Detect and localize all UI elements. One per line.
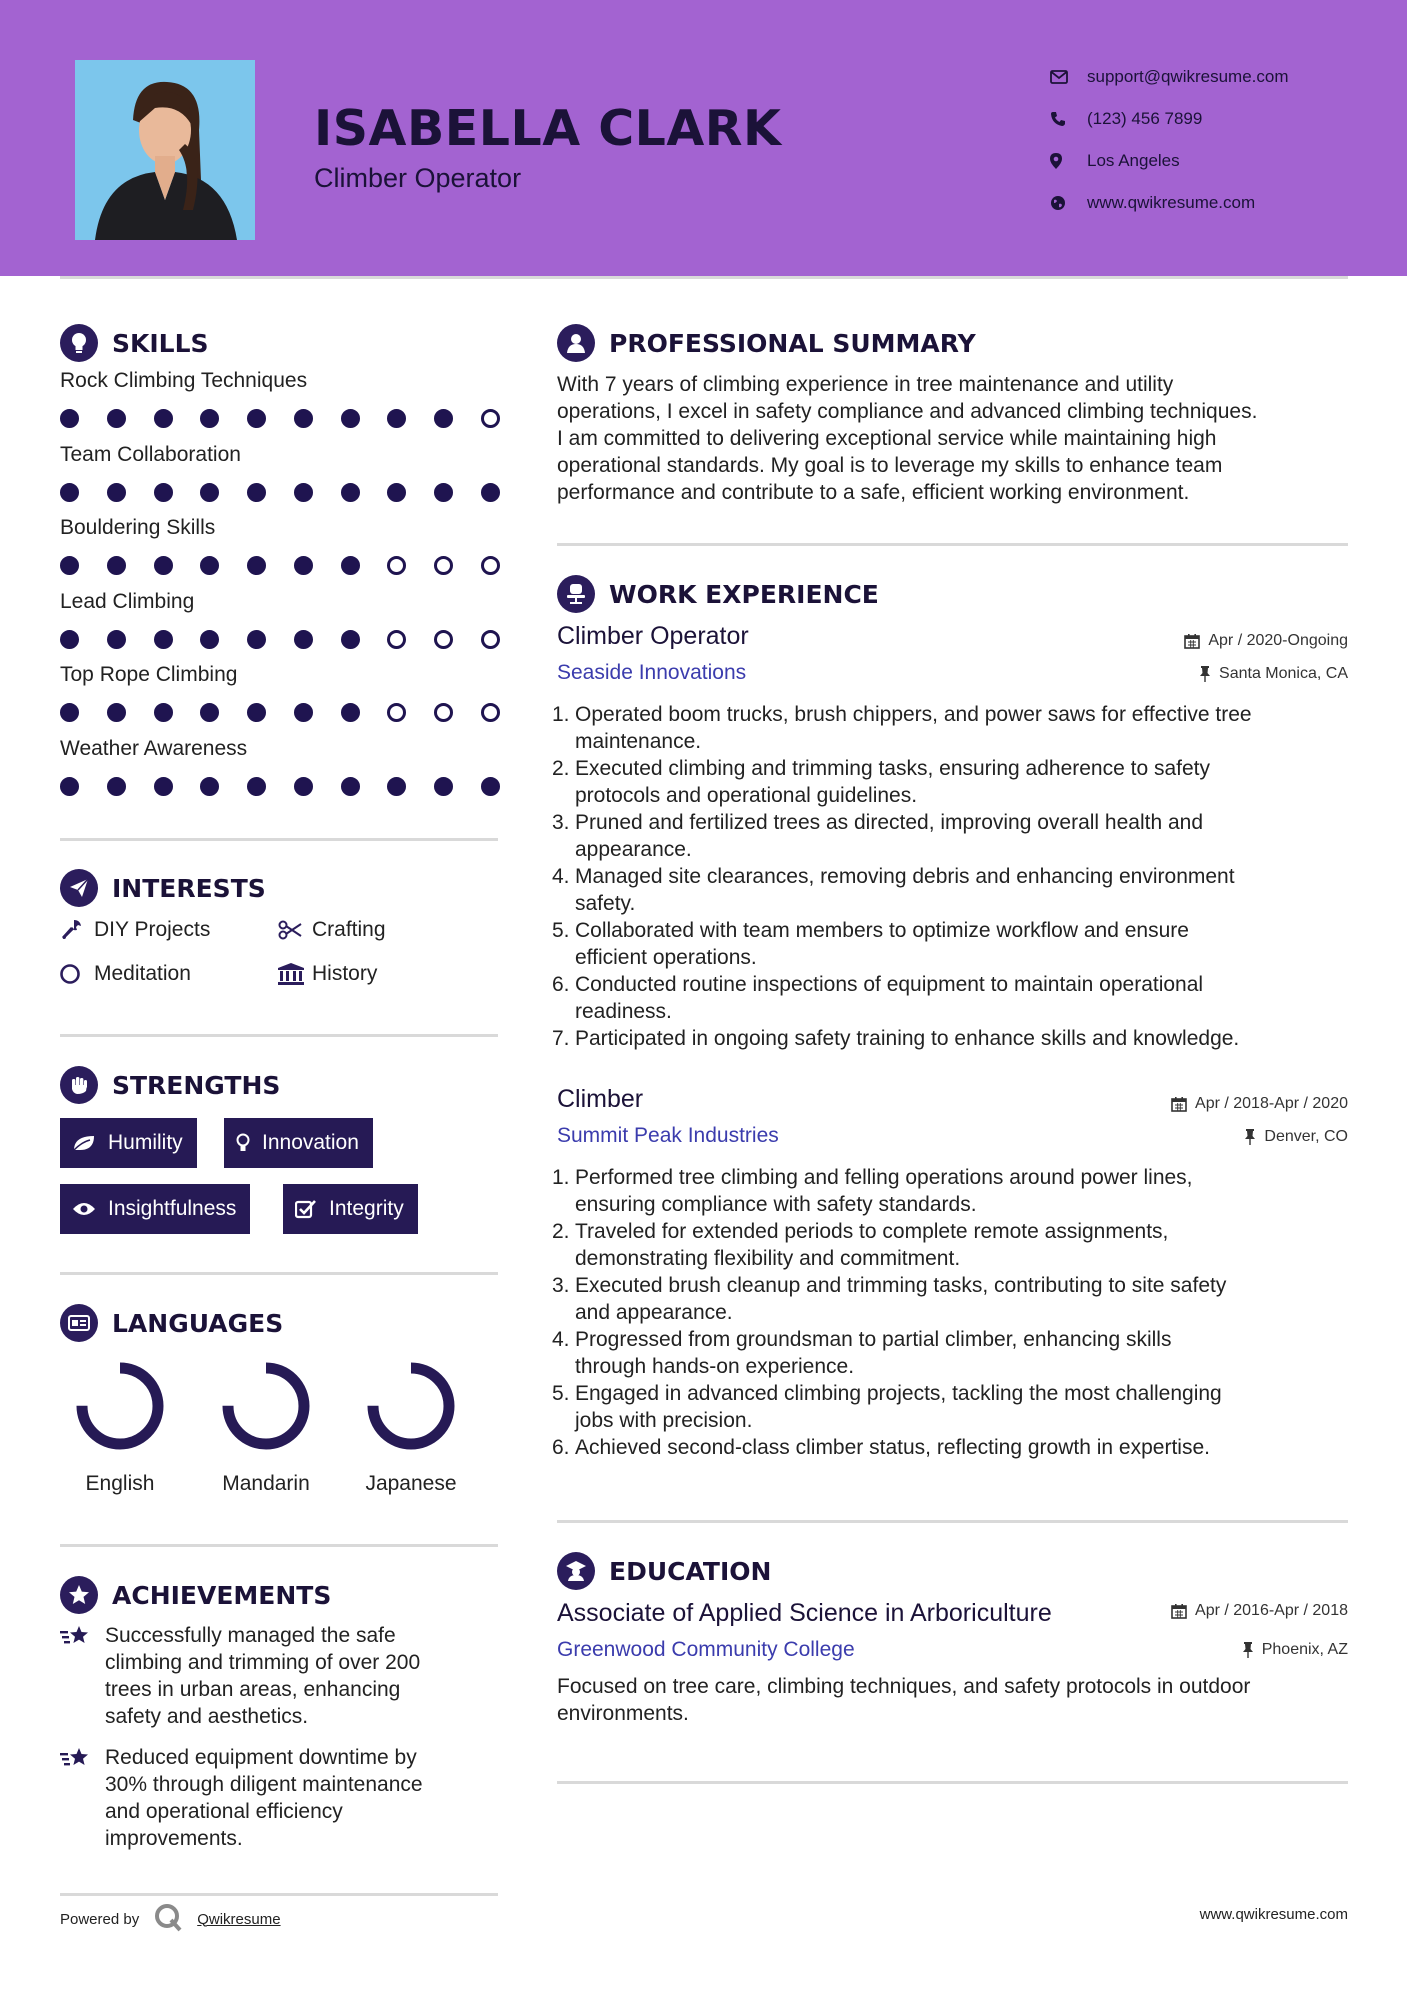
language-name: Mandarin (222, 1472, 310, 1495)
calendar-icon (1171, 1603, 1187, 1619)
calendar-icon (1171, 1096, 1187, 1112)
contact-email-text: support@qwikresume.com (1087, 67, 1289, 86)
rating-dot-filled (154, 409, 173, 428)
rating-dot-empty (481, 409, 500, 428)
job-company: Summit Peak Industries (557, 1124, 779, 1147)
calendar-icon (1184, 633, 1200, 649)
achievement-line: climbing and trimming of over 200 (105, 1651, 421, 1674)
contact-list (1050, 56, 1380, 224)
rating-dot-filled (247, 630, 266, 649)
strengths-title: STRENGTHS (112, 1070, 281, 1100)
language-level-arc (373, 1368, 449, 1444)
strength-label: Innovation (262, 1131, 359, 1154)
rating-dot-filled (60, 556, 79, 575)
skill-rating (60, 703, 500, 722)
language-level-arc (82, 1368, 158, 1444)
rating-dot-filled (341, 630, 360, 649)
job-bullets (552, 701, 1357, 1052)
strength-label: Integrity (329, 1197, 404, 1220)
contact-location-text: Los Angeles (1087, 151, 1180, 170)
rating-dot-filled (387, 409, 406, 428)
rating-dot-filled (294, 777, 313, 796)
education-divider (557, 1781, 1348, 1784)
achievement-line: Successfully managed the safe (105, 1624, 396, 1647)
footer-website[interactable]: www.qwikresume.com (1199, 1906, 1348, 1923)
strength-label: Humility (108, 1131, 183, 1154)
rating-dot-filled (341, 703, 360, 722)
rating-dot-filled (294, 409, 313, 428)
rating-dot-filled (107, 777, 126, 796)
globe-icon (1050, 195, 1087, 211)
skill-name: Rock Climbing Techniques (60, 369, 308, 392)
achievement-line: safety and aesthetics. (105, 1705, 309, 1728)
job-location (1244, 1128, 1348, 1146)
languages-divider (60, 1544, 498, 1547)
rating-dot-empty (481, 703, 500, 722)
lightbulb-icon (236, 1133, 250, 1153)
rating-dot-filled (154, 703, 173, 722)
job-title: Climber Operator (557, 622, 749, 650)
skill-rating (60, 483, 500, 502)
interest-label: Meditation (94, 962, 191, 985)
rating-dot-filled (60, 630, 79, 649)
rating-dot-filled (200, 483, 219, 502)
shooting-star-icon (60, 1744, 105, 1852)
language-name: Japanese (365, 1472, 457, 1495)
languages-heading (60, 1304, 283, 1342)
rating-dot-filled (387, 483, 406, 502)
skills-heading (60, 324, 209, 362)
job-bullets (552, 1164, 1357, 1461)
languages-title: LANGUAGES (112, 1308, 284, 1338)
contact-website[interactable] (1050, 182, 1380, 224)
circle-icon (60, 963, 94, 985)
interest-meditation (60, 962, 191, 986)
profile-photo (75, 60, 255, 240)
skill-rating (60, 777, 500, 796)
experience-heading (557, 575, 879, 613)
eye-icon (72, 1201, 96, 1217)
rating-dot-filled (154, 556, 173, 575)
lightbulb-icon (60, 324, 98, 362)
rating-dot-filled (107, 409, 126, 428)
job-bullet: 1. Operated boom trucks, brush chippers, and power saws for effective tree maintenance. (552, 703, 1252, 753)
rating-dot-filled (107, 703, 126, 722)
language-item (201, 1358, 331, 1496)
skill-name: Lead Climbing (60, 589, 195, 613)
job-bullet: 4. Managed site clearances, removing debris and enhancing environment safety. (552, 865, 1235, 915)
summary-line: I am committed to delivering exceptional service while maintaining high (557, 427, 1217, 450)
job-bullet: 3. Executed brush cleanup and trimming tasks, contributing to site safety and appearance. (552, 1274, 1227, 1324)
degree-title: Associate of Applied Science in Arboriculture (557, 1599, 1052, 1627)
strength-badge-integrity (283, 1184, 418, 1234)
graduate-icon (557, 1552, 595, 1590)
candidate-title: Climber Operator (314, 163, 522, 193)
rating-dot-filled (341, 483, 360, 502)
interests-divider (60, 1034, 498, 1037)
language-level-ring (63, 1358, 177, 1454)
rating-dot-filled (107, 483, 126, 502)
rating-dot-empty (434, 556, 453, 575)
contact-email[interactable] (1050, 56, 1380, 98)
contact-phone[interactable] (1050, 98, 1380, 140)
interest-history (278, 962, 377, 986)
education-description (557, 1673, 1357, 1727)
job-bullet: 6. Achieved second-class climber status, reflecting growth in expertise. (552, 1436, 1210, 1459)
candidate-name: ISABELLA CLARK (314, 100, 782, 157)
summary-divider (557, 543, 1348, 546)
skill-name: Team Collaboration (60, 442, 241, 466)
job-bullet: 7. Participated in ongoing safety training to enhance skills and knowledge. (552, 1027, 1240, 1050)
skill-rating (60, 409, 500, 428)
rating-dot-filled (154, 483, 173, 502)
powered-by-text: Powered by (60, 1910, 140, 1928)
rating-dot-filled (294, 703, 313, 722)
rating-dot-empty (434, 703, 453, 722)
school-name: Greenwood Community College (557, 1638, 855, 1661)
pushpin-icon (1242, 1642, 1254, 1658)
rating-dot-filled (60, 483, 79, 502)
interest-label: History (312, 962, 378, 985)
education-date (1171, 1602, 1348, 1620)
rating-dot-filled (200, 630, 219, 649)
rating-dot-filled (247, 777, 266, 796)
experience-divider (557, 1520, 1348, 1523)
interest-label: DIY Projects (94, 918, 211, 941)
job-location-text: Santa Monica, CA (1219, 665, 1348, 682)
achievement-line: 30% through diligent maintenance (105, 1773, 423, 1796)
summary-heading (557, 324, 976, 362)
paper-plane-icon (60, 869, 98, 907)
skill-name: Top Rope Climbing (60, 663, 238, 686)
rating-dot-filled (107, 556, 126, 575)
achievement-line: and operational efficiency (105, 1800, 343, 1823)
interests-heading (60, 869, 266, 907)
id-card-icon (60, 1304, 98, 1342)
language-item (346, 1358, 476, 1496)
education-title: EDUCATION (609, 1556, 772, 1586)
rating-dot-filled (247, 409, 266, 428)
experience-title: WORK EXPERIENCE (609, 579, 879, 609)
achievement-line: trees in urban areas, enhancing (105, 1678, 401, 1701)
header-divider (60, 276, 1348, 279)
interests-title: INTERESTS (112, 873, 266, 903)
rating-dot-filled (294, 556, 313, 575)
qwikresume-link[interactable]: Qwikresume (197, 1910, 281, 1928)
shooting-star-icon (60, 1622, 105, 1730)
rating-dot-filled (200, 556, 219, 575)
job-location (1199, 665, 1348, 683)
contact-website-text: www.qwikresume.com (1087, 193, 1256, 212)
museum-icon (278, 963, 312, 985)
education-date-text: Apr / 2016-Apr / 2018 (1195, 1602, 1348, 1619)
pushpin-icon (1199, 666, 1211, 682)
skill-rating (60, 630, 500, 649)
job-bullet: 4. Progressed from groundsman to partial climber, enhancing skills through hands-on experience. (552, 1328, 1172, 1378)
pushpin-icon (1244, 1129, 1256, 1145)
summary-line: operations, I excel in safety compliance and advanced climbing techniques. (557, 400, 1258, 423)
strength-badge-humility (60, 1118, 197, 1168)
job-bullet: 1. Performed tree climbing and felling operations around power lines, ensuring compliance with safety standards. (552, 1166, 1193, 1216)
rating-dot-filled (247, 556, 266, 575)
rating-dot-empty (387, 556, 406, 575)
summary-line: With 7 years of climbing experience in tree maintenance and utility (557, 373, 1174, 396)
rating-dot-filled (154, 630, 173, 649)
summary-line: operational standards. My goal is to leverage my skills to enhance team (557, 454, 1223, 477)
skill-rating (60, 556, 500, 575)
language-level-arc (228, 1368, 304, 1444)
job-bullet: 5. Collaborated with team members to optimize workflow and ensure efficient operations. (552, 919, 1189, 969)
education-description-line: Focused on tree care, climbing techniques, and safety protocols in outdoor (557, 1675, 1251, 1698)
strengths-heading (60, 1066, 280, 1104)
strength-label: Insightfulness (108, 1197, 237, 1220)
rating-dot-filled (341, 777, 360, 796)
interest-label: Crafting (312, 918, 386, 941)
rating-dot-filled (200, 703, 219, 722)
job-date (1184, 632, 1348, 650)
resume-header (0, 0, 1407, 276)
checkbox-icon (295, 1199, 317, 1219)
rating-dot-empty (387, 703, 406, 722)
rating-dot-filled (200, 409, 219, 428)
achievement-item (60, 1744, 500, 1852)
rating-dot-empty (387, 630, 406, 649)
job-bullet: 2. Traveled for extended periods to complete remote assignments, demonstrating flexibility and commitment. (552, 1220, 1169, 1270)
rating-dot-filled (434, 409, 453, 428)
skills-title: SKILLS (112, 328, 209, 358)
job-company: Seaside Innovations (557, 661, 747, 684)
rating-dot-filled (434, 777, 453, 796)
achievement-line: Reduced equipment downtime by (105, 1746, 417, 1769)
achievements-divider (60, 1893, 498, 1896)
rating-dot-filled (341, 556, 360, 575)
job-bullet: 5. Engaged in advanced climbing projects, tackling the most challenging jobs with precision. (552, 1382, 1222, 1432)
interest-crafting (278, 918, 386, 942)
rating-dot-filled (387, 777, 406, 796)
language-level-ring (209, 1358, 323, 1454)
star-icon (60, 1576, 98, 1614)
skill-name: Weather Awareness (60, 736, 248, 760)
rating-dot-filled (481, 777, 500, 796)
summary-text (557, 371, 1357, 506)
rating-dot-filled (200, 777, 219, 796)
fist-icon (60, 1066, 98, 1104)
rating-dot-filled (154, 777, 173, 796)
rating-dot-filled (341, 409, 360, 428)
rating-dot-filled (481, 483, 500, 502)
contact-location (1050, 140, 1380, 182)
interest-diy-projects (60, 918, 210, 942)
language-item (55, 1358, 185, 1496)
rating-dot-empty (434, 630, 453, 649)
wrench-icon (60, 919, 94, 941)
rating-dot-filled (60, 703, 79, 722)
education-location-text: Phoenix, AZ (1261, 1641, 1348, 1658)
map-pin-icon (1050, 153, 1087, 169)
rating-dot-filled (247, 483, 266, 502)
envelope-icon (1050, 70, 1087, 84)
job-date (1171, 1095, 1348, 1113)
achievement-line: improvements. (105, 1827, 243, 1850)
qwikresume-logo-icon (153, 1902, 183, 1936)
achievements-title: ACHIEVEMENTS (112, 1580, 332, 1610)
skill-name: Bouldering Skills (60, 516, 216, 539)
summary-line: performance and contribute to a safe, efficient working environment. (557, 481, 1190, 504)
rating-dot-filled (60, 409, 79, 428)
rating-dot-filled (294, 630, 313, 649)
phone-icon (1050, 111, 1087, 127)
job-title: Climber (557, 1085, 644, 1113)
job-date-text: Apr / 2020-Ongoing (1208, 632, 1348, 649)
rating-dot-filled (294, 483, 313, 502)
achievement-item (60, 1622, 500, 1730)
strength-badge-insightfulness (60, 1184, 250, 1234)
job-bullet: 2. Executed climbing and trimming tasks, ensuring adherence to safety protocols and operational guidelines. (552, 757, 1210, 807)
summary-title: PROFESSIONAL SUMMARY (609, 328, 976, 358)
rating-dot-filled (247, 703, 266, 722)
job-location-text: Denver, CO (1264, 1128, 1348, 1145)
strengths-divider (60, 1272, 498, 1275)
user-icon (557, 324, 595, 362)
language-level-ring (354, 1358, 468, 1454)
job-bullet: 3. Pruned and fertilized trees as directed, improving overall health and appearance. (552, 811, 1204, 861)
education-heading (557, 1552, 771, 1590)
job-bullet: 6. Conducted routine inspections of equipment to maintain operational readiness. (552, 973, 1204, 1023)
rating-dot-empty (481, 556, 500, 575)
education-description-line: environments. (557, 1702, 689, 1725)
rating-dot-filled (434, 483, 453, 502)
language-name: English (85, 1472, 155, 1495)
education-location (1242, 1641, 1348, 1659)
rating-dot-empty (481, 630, 500, 649)
footer-powered-by (60, 1902, 281, 1936)
rating-dot-filled (107, 630, 126, 649)
job-date-text: Apr / 2018-Apr / 2020 (1195, 1095, 1348, 1112)
rating-dot-filled (60, 777, 79, 796)
scissors-icon (278, 920, 312, 940)
skills-divider (60, 838, 498, 841)
office-chair-icon (557, 575, 595, 613)
achievements-heading (60, 1576, 331, 1614)
leaf-icon (72, 1134, 96, 1152)
contact-phone-text: (123) 456 7899 (1087, 109, 1203, 128)
strength-badge-innovation (224, 1118, 373, 1168)
